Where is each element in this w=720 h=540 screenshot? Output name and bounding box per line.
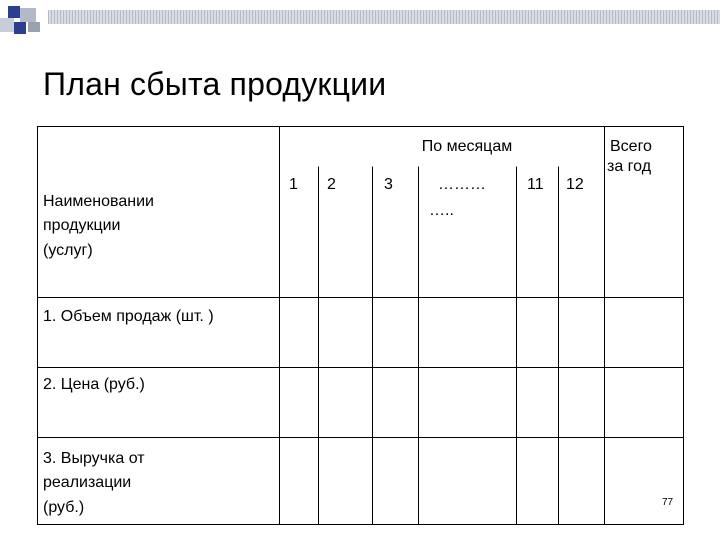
month-3: 3 bbox=[384, 176, 393, 193]
row-label-price: 2. Цена (руб.) bbox=[43, 376, 145, 393]
header-total-line1: Всего bbox=[610, 138, 652, 155]
row-label-revenue-line2: реализации bbox=[43, 474, 132, 491]
header-total-line2: за год bbox=[607, 158, 652, 175]
page-title: План сбыта продукции bbox=[43, 66, 387, 102]
row-label-revenue-line1: 3. Выручка от bbox=[43, 450, 145, 467]
row-label-revenue-line3: (руб.) bbox=[43, 499, 85, 516]
header-by-months: По месяцам bbox=[421, 138, 513, 155]
header-name-line3: (услуг) bbox=[43, 242, 93, 259]
month-11: 11 bbox=[527, 176, 544, 193]
row-label-sales-volume: 1. Объем продаж (шт. ) bbox=[43, 308, 214, 325]
month-12: 12 bbox=[566, 176, 584, 193]
month-ellipsis-2: ….. bbox=[429, 202, 454, 219]
month-ellipsis-1: ……… bbox=[438, 176, 486, 193]
month-1: 1 bbox=[289, 176, 298, 193]
header-name-line1: Наименовании bbox=[43, 193, 154, 210]
header-name-line2: продукции bbox=[43, 217, 121, 234]
month-2: 2 bbox=[327, 176, 336, 193]
page-number: 77 bbox=[662, 497, 674, 508]
